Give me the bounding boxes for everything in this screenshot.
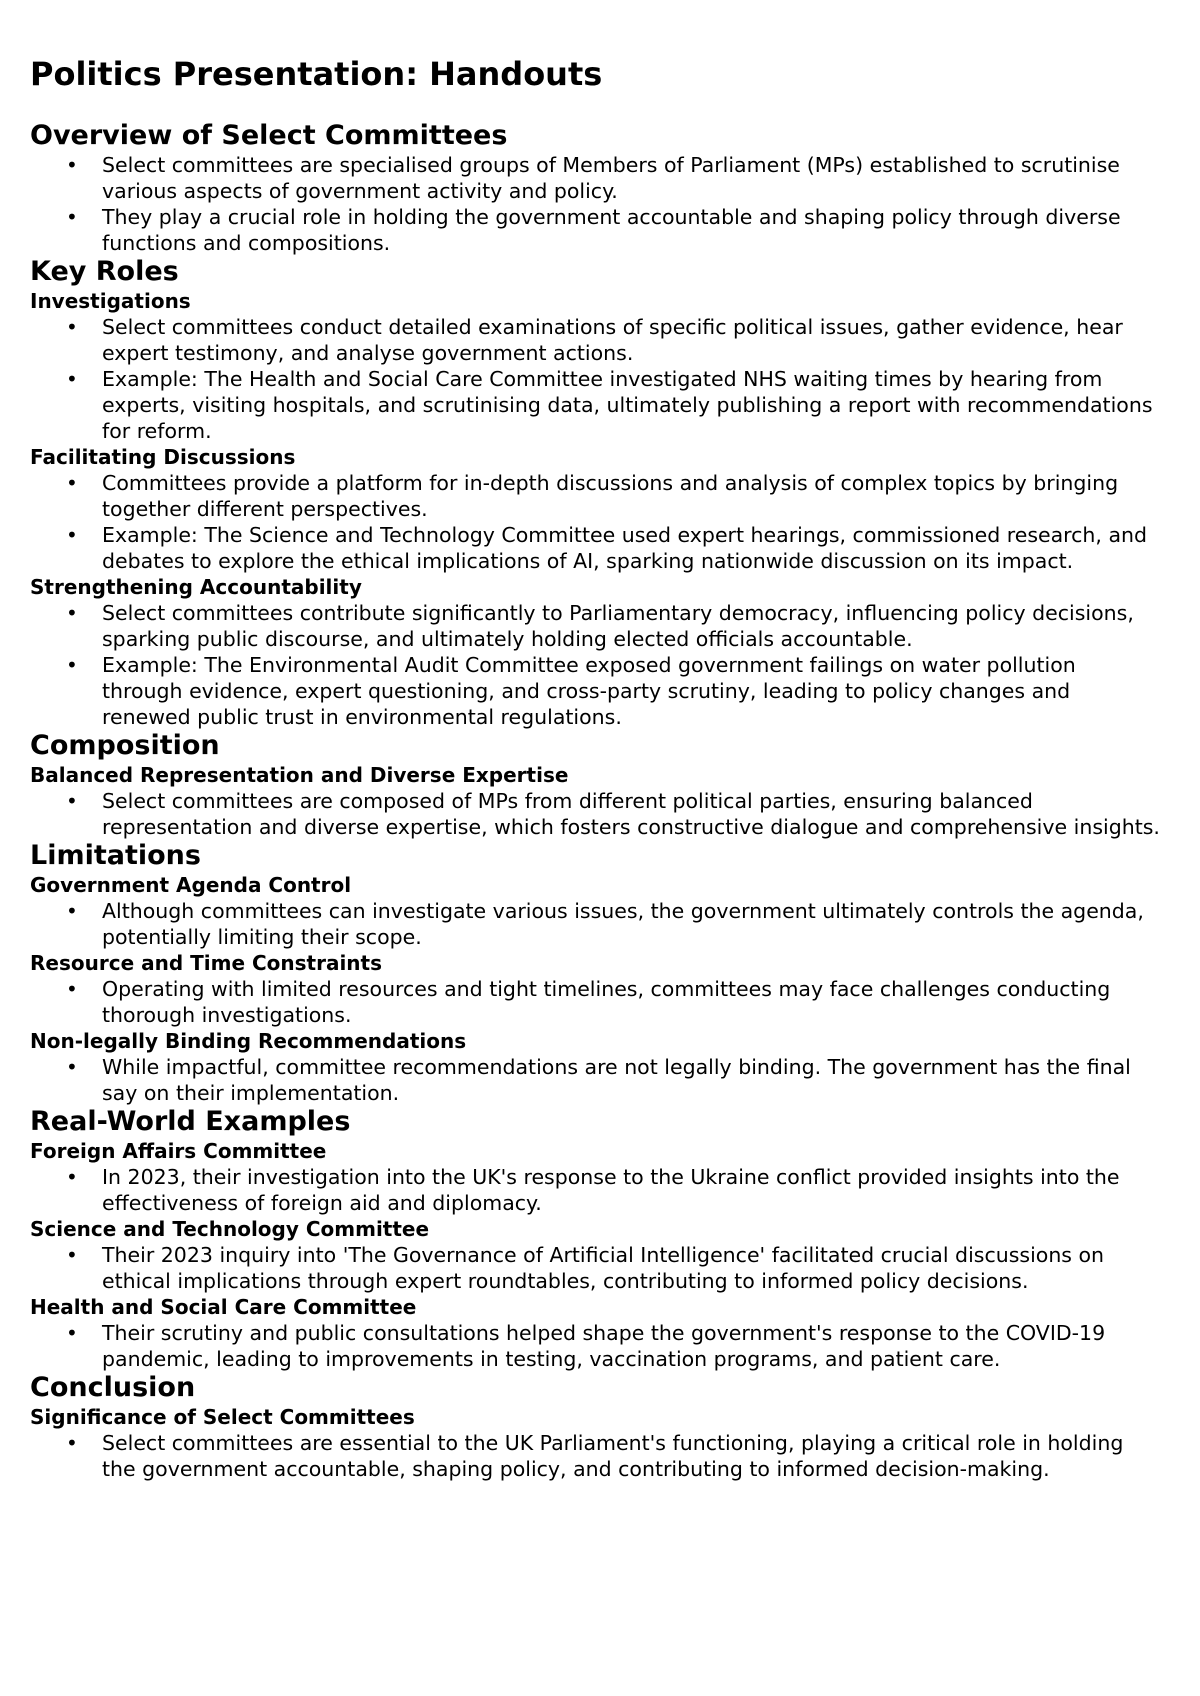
bullet-icon: • [66, 1165, 78, 1189]
bullet-text: Example: The Science and Technology Committee used expert hearings, commissioned research, and debates to explore the ethical implications of AI, sparking nationwide discussion on its impact. [102, 523, 1148, 573]
bullet-icon: • [66, 601, 78, 625]
bullet-item [66, 1242, 1160, 1294]
bullet-item [66, 898, 1160, 950]
section-heading: Key Roles [30, 256, 179, 287]
bullet-icon: • [66, 523, 78, 547]
subsection-heading: Foreign Affairs Committee [30, 1139, 327, 1163]
bullet-text: Their scrutiny and public consultations helped shape the government's response to the COVID-19 pandemic, leading to improvements in testing, vaccination programs, and patient care. [102, 1321, 1106, 1371]
bullet-text: Although committees can investigate various issues, the government ultimately controls the agenda, potentially limiting their scope. [102, 899, 1144, 949]
bullet-list [30, 600, 1160, 730]
bullet-text: Select committees are composed of MPs from different political parties, ensuring balanced representation and diverse expertise, which fosters constructive dialogue and comprehensive insights. [102, 789, 1160, 839]
bullet-icon: • [66, 789, 78, 813]
section-heading: Conclusion [30, 1372, 196, 1403]
bullet-text: In 2023, their investigation into the UK's response to the Ukraine conflict provided insights into the effectiveness of foreign aid and diplomacy. [102, 1165, 1120, 1215]
bullet-list [30, 314, 1160, 444]
section-heading: Composition [30, 730, 220, 761]
bullet-text: They play a crucial role in holding the government accountable and shaping policy through diverse functions and compositions. [102, 205, 1121, 255]
bullet-list [30, 1430, 1160, 1482]
bullet-icon: • [66, 205, 78, 229]
bullet-item [66, 788, 1160, 840]
bullet-item [66, 366, 1160, 444]
bullet-text: Committees provide a platform for in-depth discussions and analysis of complex topics by bringing together different perspectives. [102, 471, 1119, 521]
subsection-heading: Government Agenda Control [30, 873, 352, 897]
document-title: Politics Presentation: Handouts [30, 55, 603, 93]
bullet-icon: • [66, 899, 78, 923]
section [30, 1106, 1160, 1372]
bullet-item [66, 522, 1160, 574]
bullet-icon: • [66, 315, 78, 339]
bullet-icon: • [66, 1243, 78, 1267]
bullet-item [66, 152, 1160, 204]
bullet-list [30, 898, 1160, 950]
section-heading: Limitations [30, 840, 201, 871]
bullet-item [66, 1054, 1160, 1106]
section-heading: Overview of Select Committees [30, 120, 508, 151]
bullet-list [30, 1320, 1160, 1372]
subsection-heading: Facilitating Discussions [30, 445, 296, 469]
bullet-text: While impactful, committee recommendations are not legally binding. The government has the final say on their implementation. [102, 1055, 1131, 1105]
bullet-item [66, 1320, 1160, 1372]
section [30, 840, 1160, 1106]
bullet-item [66, 1430, 1160, 1482]
bullet-item [66, 314, 1160, 366]
bullet-list [30, 470, 1160, 574]
bullet-icon: • [66, 1431, 78, 1455]
subsection-heading: Health and Social Care Committee [30, 1295, 417, 1319]
bullet-list [30, 788, 1160, 840]
handout-content [30, 120, 1160, 1482]
bullet-text: Select committees contribute significantly to Parliamentary democracy, influencing policy decisions, sparking public discourse, and ultimately holding elected officials accountable. [102, 601, 1134, 651]
bullet-text: Select committees conduct detailed examinations of specific political issues, gather evidence, hear expert testimony, and analyse government actions. [102, 315, 1123, 365]
subsection-heading: Non-legally Binding Recommendations [30, 1029, 467, 1053]
section-heading: Real-World Examples [30, 1106, 351, 1137]
bullet-text: Example: The Health and Social Care Committee investigated NHS waiting times by hearing from experts, visiting hospitals, and scrutinising data, ultimately publishing a report with recommendations for reform. [102, 367, 1153, 443]
bullet-item [66, 470, 1160, 522]
bullet-icon: • [66, 1055, 78, 1079]
bullet-text: Select committees are essential to the UK Parliament's functioning, playing a critical role in holding the government accountable, shaping policy, and contributing to informed decision-making. [102, 1431, 1124, 1481]
bullet-item [66, 652, 1160, 730]
bullet-icon: • [66, 471, 78, 495]
bullet-item [66, 600, 1160, 652]
bullet-item [66, 976, 1160, 1028]
bullet-icon: • [66, 653, 78, 677]
section [30, 256, 1160, 730]
bullet-list [30, 1054, 1160, 1106]
section [30, 1372, 1160, 1482]
bullet-item [66, 1164, 1160, 1216]
bullet-icon: • [66, 977, 78, 1001]
bullet-text: Their 2023 inquiry into 'The Governance of Artificial Intelligence' facilitated crucial discussions on ethical implications through expert roundtables, contributing to informed policy decisions. [102, 1243, 1105, 1293]
bullet-list [30, 1164, 1160, 1216]
bullet-item [66, 204, 1160, 256]
bullet-icon: • [66, 153, 78, 177]
bullet-list [30, 152, 1160, 256]
bullet-text: Operating with limited resources and tight timelines, committees may face challenges conducting thorough investigations. [102, 977, 1111, 1027]
bullet-list [30, 1242, 1160, 1294]
subsection-heading: Significance of Select Committees [30, 1405, 415, 1429]
bullet-icon: • [66, 367, 78, 391]
bullet-text: Select committees are specialised groups of Members of Parliament (MPs) established to scrutinise various aspects of government activity and policy. [102, 153, 1120, 203]
subsection-heading: Investigations [30, 289, 191, 313]
bullet-list [30, 976, 1160, 1028]
subsection-heading: Resource and Time Constraints [30, 951, 383, 975]
bullet-icon: • [66, 1321, 78, 1345]
section [30, 120, 1160, 256]
subsection-heading: Balanced Representation and Diverse Expertise [30, 763, 569, 787]
section [30, 730, 1160, 840]
subsection-heading: Strengthening Accountability [30, 575, 362, 599]
bullet-text: Example: The Environmental Audit Committee exposed government failings on water pollution through evidence, expert questioning, and cross-party scrutiny, leading to policy changes and renewed public trust in environmental regulations. [102, 653, 1076, 729]
subsection-heading: Science and Technology Committee [30, 1217, 430, 1241]
